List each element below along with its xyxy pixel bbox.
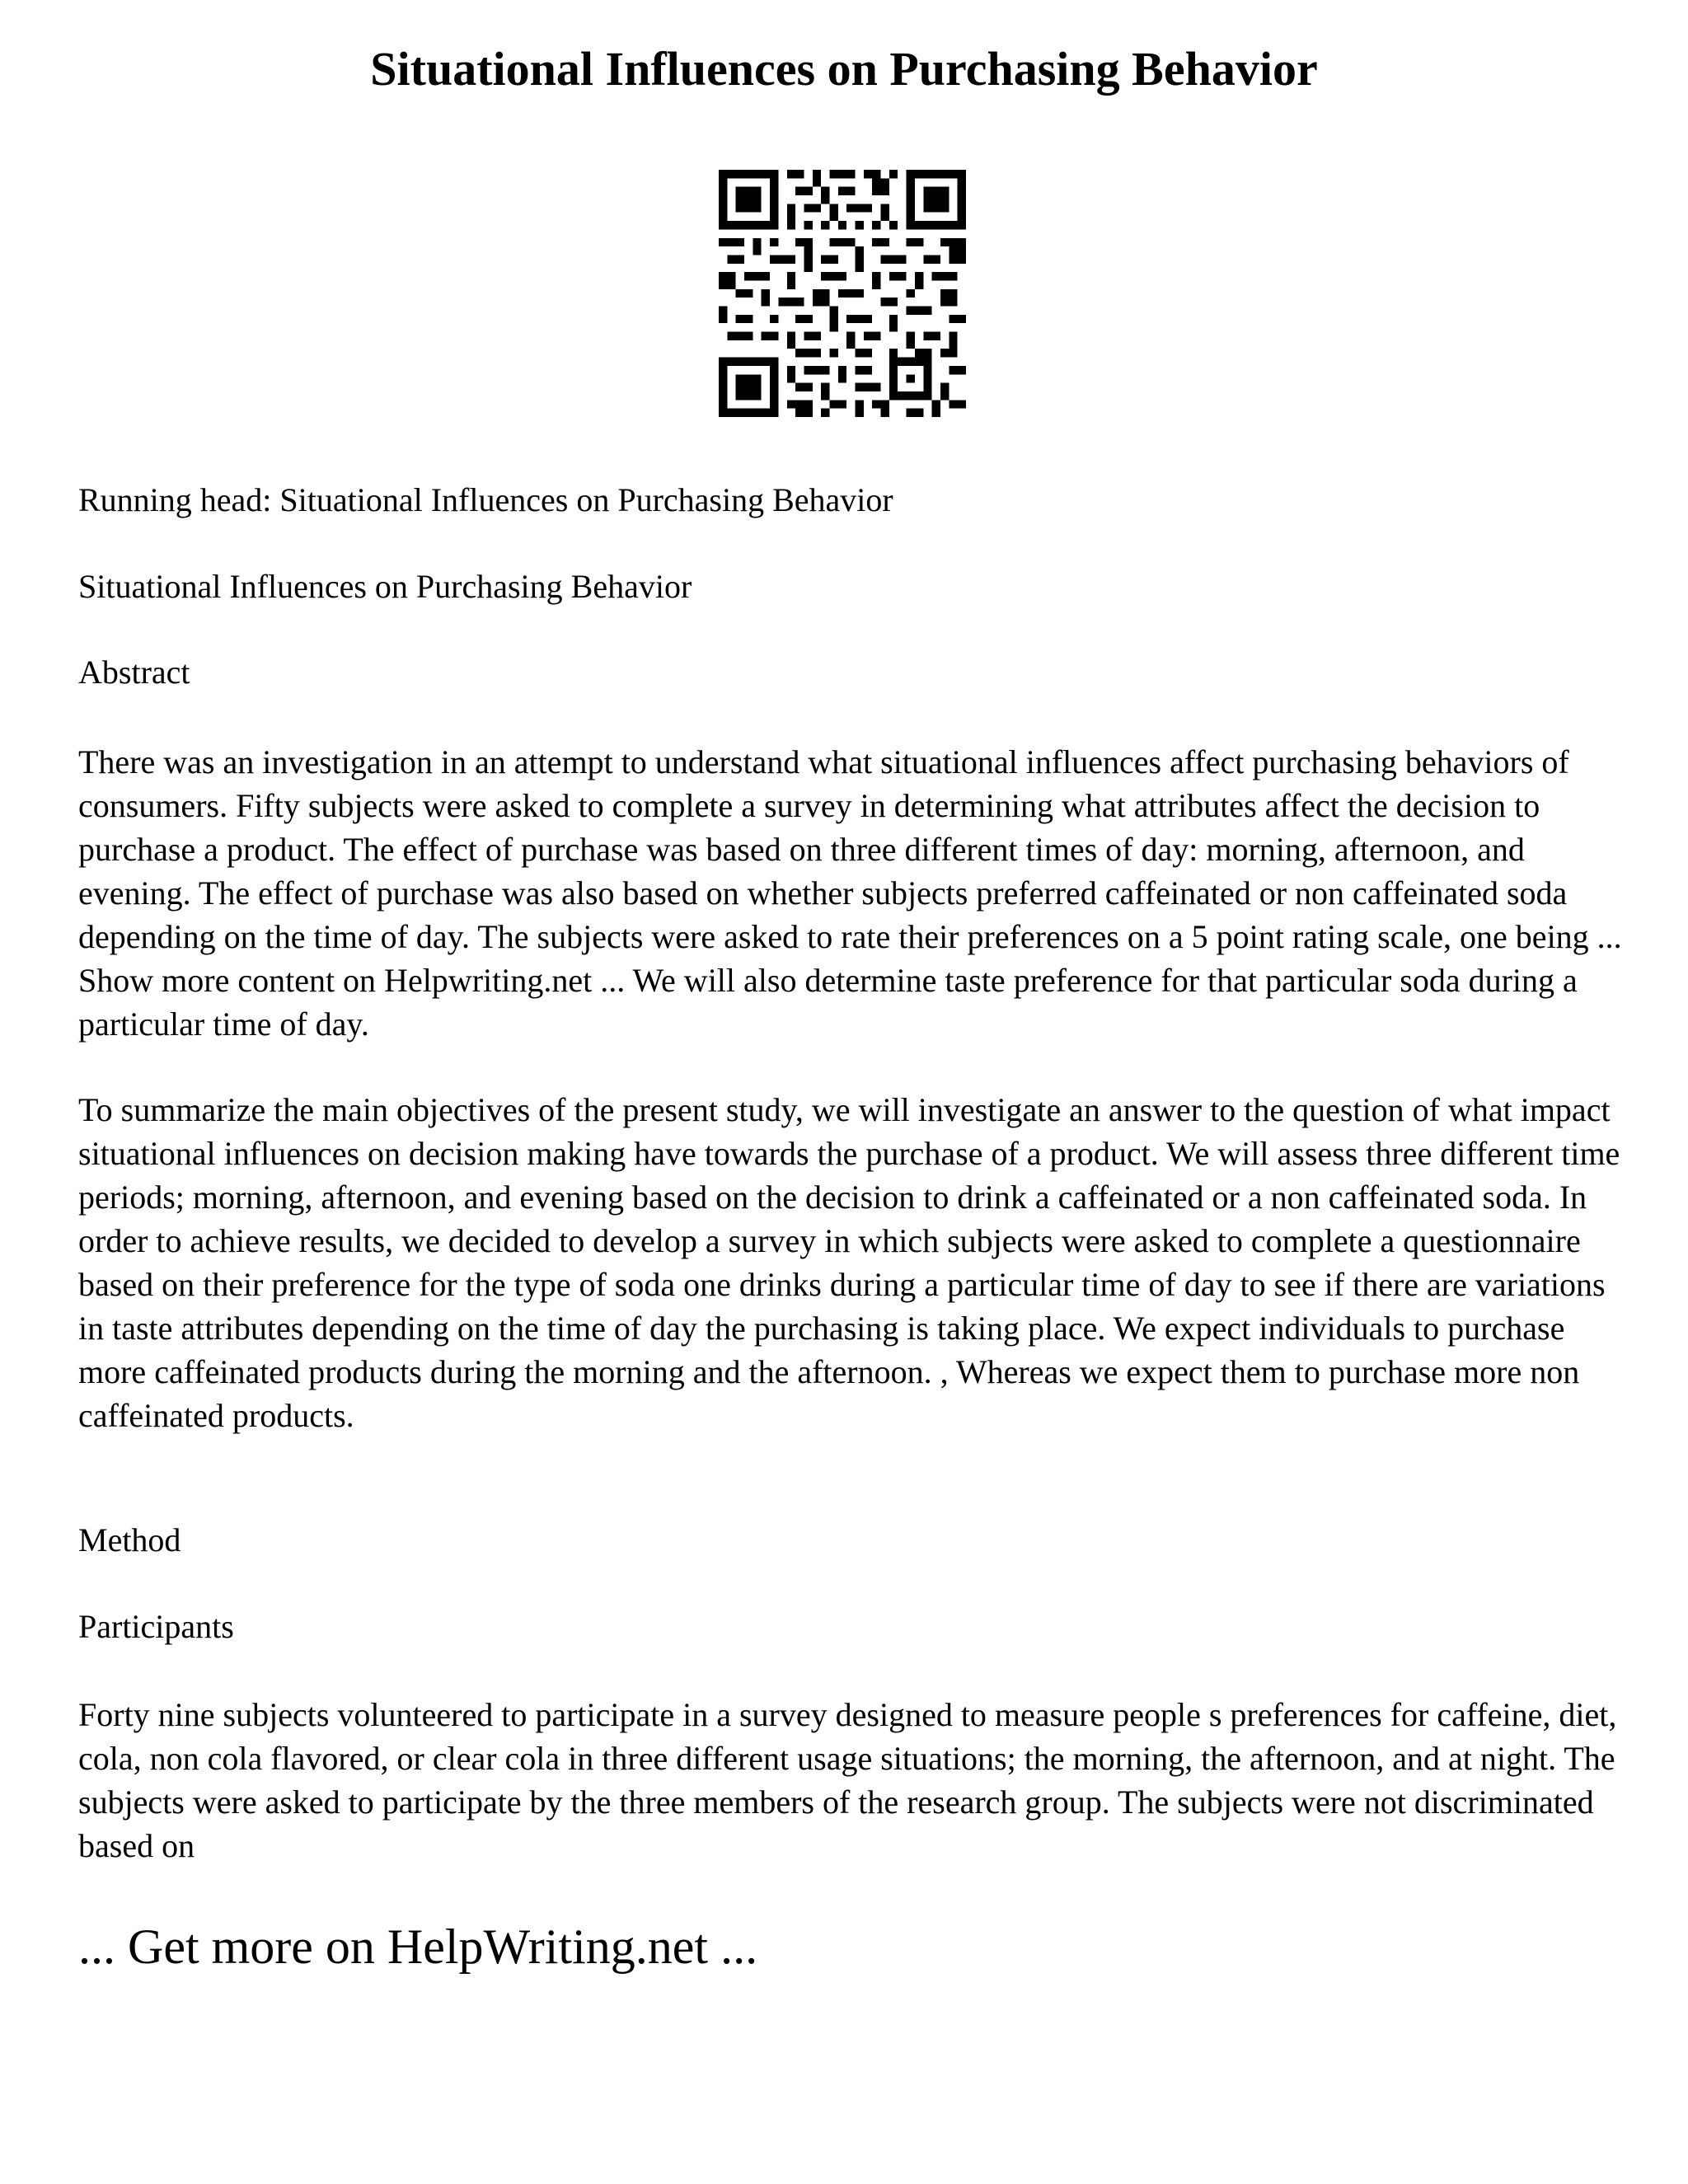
get-more-link[interactable]: ... Get more on HelpWriting.net ... <box>78 1919 758 1974</box>
abstract-paragraph: There was an investigation in an attempt to understand what situational influences affect purchasing behaviors of consumers. Fifty subjects were asked to complete a survey in determining what attributes affect the decision to purchase a product. The effect of purchase was based on three different times of day: morning, afternoon, and evening. The effect of purchase was also based on whether subjects preferred caffeinated or non caffeinated soda depending on the time of day. The subjects were asked to rate their preferences on a 5 point rating scale, one being ... Show more content on Helpwriting.net ... We will also determine taste preference for that particular soda during a particular time of day. <box>78 743 1622 1043</box>
objectives-paragraph: To summarize the main objectives of the present study, we will investigate an answer to the question of what impact situational influences on decision making have towards the purchase of a product. We will assess three different time periods; morning, afternoon, and evening based on the decision to drink a caffeinated or a non caffeinated soda. In order to achieve results, we decided to develop a survey in which subjects were asked to complete a questionnaire based on their preference for the type of soda one drinks during a particular time of day to see if there are variations in taste attributes depending on the time of day the purchasing is taking place. We expect individuals to purchase more caffeinated products during the morning and the afternoon. , Whereas we expect them to purchase more non caffeinated products. <box>78 1091 1620 1434</box>
page-title: Situational Influences on Purchasing Behavior <box>370 42 1318 96</box>
document-subtitle: Situational Influences on Purchasing Behavior <box>78 568 692 605</box>
participants-paragraph: Forty nine subjects volunteered to participate in a survey designed to measure people s preferences for caffeine, diet, cola, non cola flavored, or clear cola in three different usage situations; the morning, the afternoon, and at night. The subjects were asked to participate by the three members of the research group. The subjects were not discriminated based on <box>78 1696 1617 1864</box>
method-heading: Method <box>78 1521 181 1558</box>
running-head: Running head: Situational Influences on Purchasing Behavior <box>78 481 893 518</box>
abstract-heading: Abstract <box>78 654 190 691</box>
qr-code-icon <box>719 170 966 417</box>
participants-heading: Participants <box>78 1608 234 1645</box>
